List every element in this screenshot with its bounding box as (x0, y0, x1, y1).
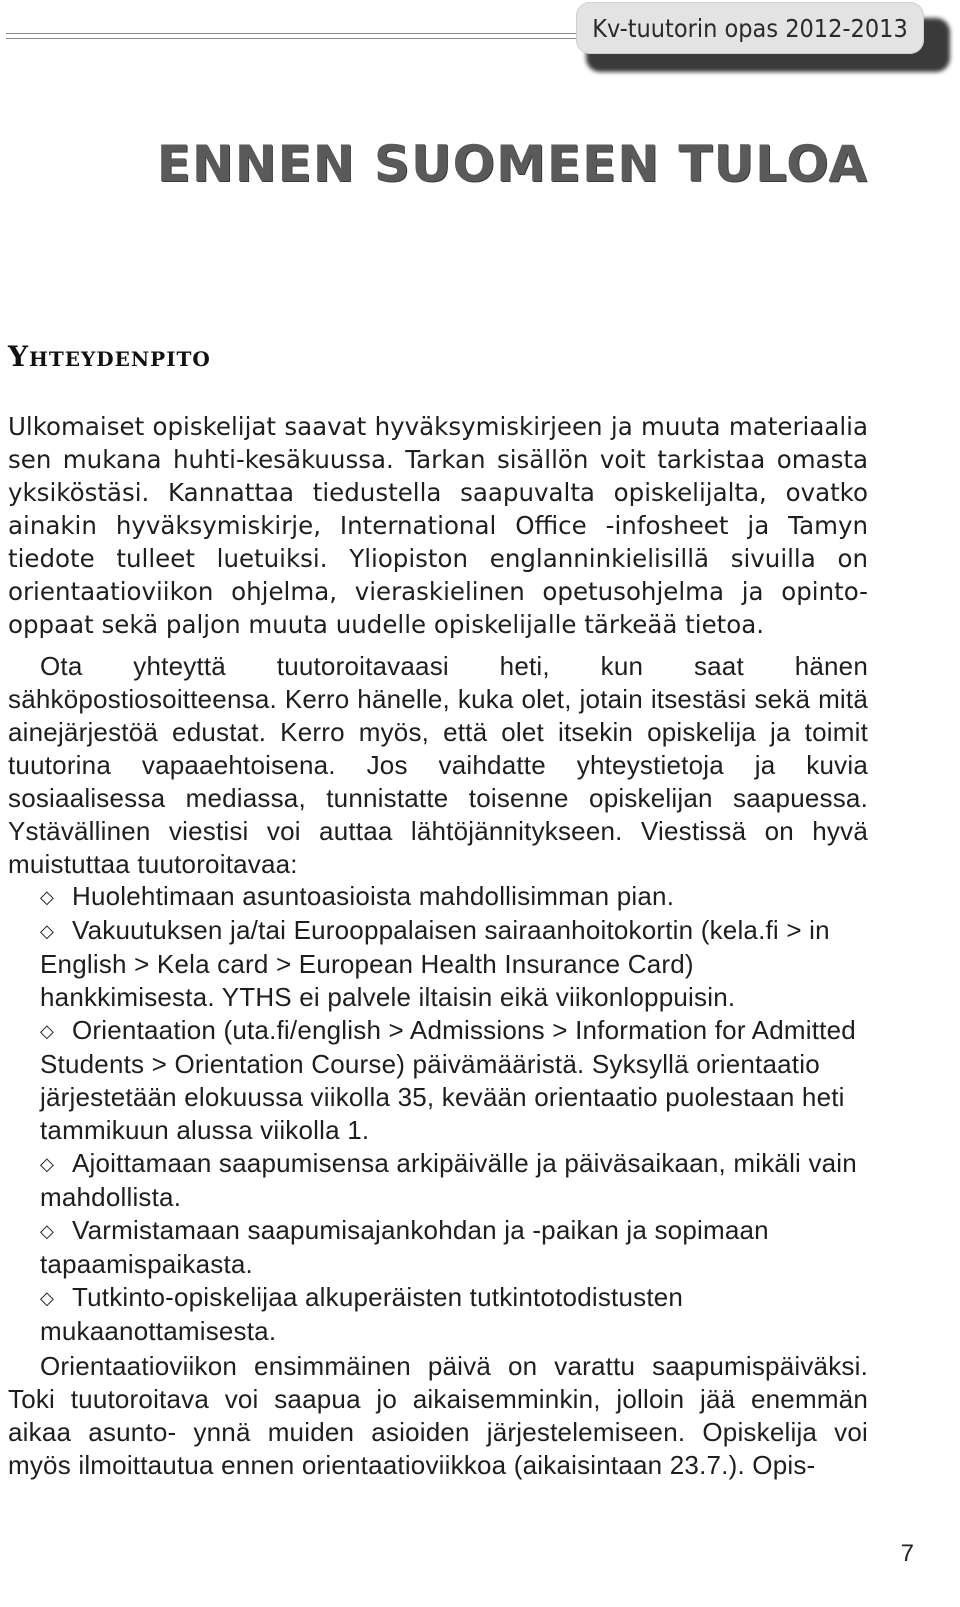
diamond-bullet-icon: ◇ (40, 1221, 55, 1241)
guide-title: Kv-tuutorin opas 2012-2013 (592, 13, 908, 43)
diamond-bullet-icon: ◇ (40, 1288, 55, 1308)
diamond-bullet-icon: ◇ (40, 921, 55, 941)
list-item: ◇ Orientaation (uta.fi/english > Admissions > Information for Admitted Students > Orientation Course) päivämääristä. Syksyllä orientaatio järjestetään elokuussa viikolla 35, kevään orientaatio puolestaan heti tammikuun alussa viikolla 1. (40, 1015, 856, 1145)
reminder-list (40, 880, 868, 1348)
chapter-title: ENNEN SUOMEEN TULOA (156, 135, 868, 193)
paragraph-orientation: Orientaatioviikon ensimmäinen päivä on varattu saapumispäiväksi. Toki tuutoroitava voi saapua jo aikaisemminkin, jolloin jää enemmän aikaa asunto- ynnä muiden asioiden järjestelemiseen. Opiskelija voi myös ilmoittautua ennen orientaatioviikkoa (aikaisintaan 23.7.). Opis- (8, 1351, 868, 1480)
paragraph-intro: Ulkomaiset opiskelijat saavat hyväksymiskirjeen ja muuta materiaalia sen mukana huhti-kesäkuussa. Tarkan sisällön voit tarkistaa omasta yksiköstäsi. Kannattaa tiedustella saapuvalta opiskelijalta, ovatko ainakin hyväksymiskirje, International Office -infosheet ja Tamyn tiedote tulleet luetuiksi. Yliopiston englanninkielisillä sivuilla on orientaatioviikon ohjelma, vieraskielinen opetusohjelma ja opinto-oppaat sekä paljon muuta uudelle opiskelijalle tärkeää tietoa. (8, 412, 868, 639)
diamond-bullet-icon: ◇ (40, 887, 55, 907)
diamond-bullet-icon: ◇ (40, 1021, 55, 1041)
list-item: ◇ Varmistamaan saapumisajankohdan ja -paikan ja sopimaan tapaamispaikasta. (40, 1215, 769, 1279)
header-rule (6, 33, 581, 43)
paragraph-contact: Ota yhteyttä tuutoroitavaasi heti, kun saat hänen sähköpostiosoitteensa. Kerro hänelle, kuka olet, jotain itsestäsi sekä mitä ainejärjestöä edustat. Kerro myös, että olet itsekin opiskelija ja toimit tuutorina vapaaehtoisena. Jos vaihdatte yhteystietoja ja kuvia sosiaalisessa mediassa, tunnistatte toisenne opiskelijan saapuessa. Ystävällinen viestisi voi auttaa lähtöjännitykseen. Viestissä on hyvä muistuttaa tuutoroitavaa: (8, 651, 868, 879)
section-title: Yhteydenpito (8, 340, 211, 373)
header-tab (576, 2, 924, 54)
list-item: ◇ Ajoittamaan saapumisensa arkipäivälle ja päiväsaikaan, mikäli vain mahdollista. (40, 1148, 857, 1212)
diamond-bullet-icon: ◇ (40, 1154, 55, 1174)
list-item: ◇ Huolehtimaan asuntoasioista mahdollisimman pian. (40, 880, 868, 914)
list-item: ◇ Tutkinto-opiskelijaa alkuperäisten tutkintotodistusten mukaanottamisesta. (40, 1282, 684, 1346)
page-number: 7 (900, 1540, 914, 1567)
list-item: ◇ Vakuutuksen ja/tai Eurooppalaisen sairaanhoitokortin (kela.fi > in English > Kela card > European Health Insurance Card) hankkimisesta. YTHS ei palvele iltaisin eikä viikonloppuisin. (40, 915, 830, 1012)
